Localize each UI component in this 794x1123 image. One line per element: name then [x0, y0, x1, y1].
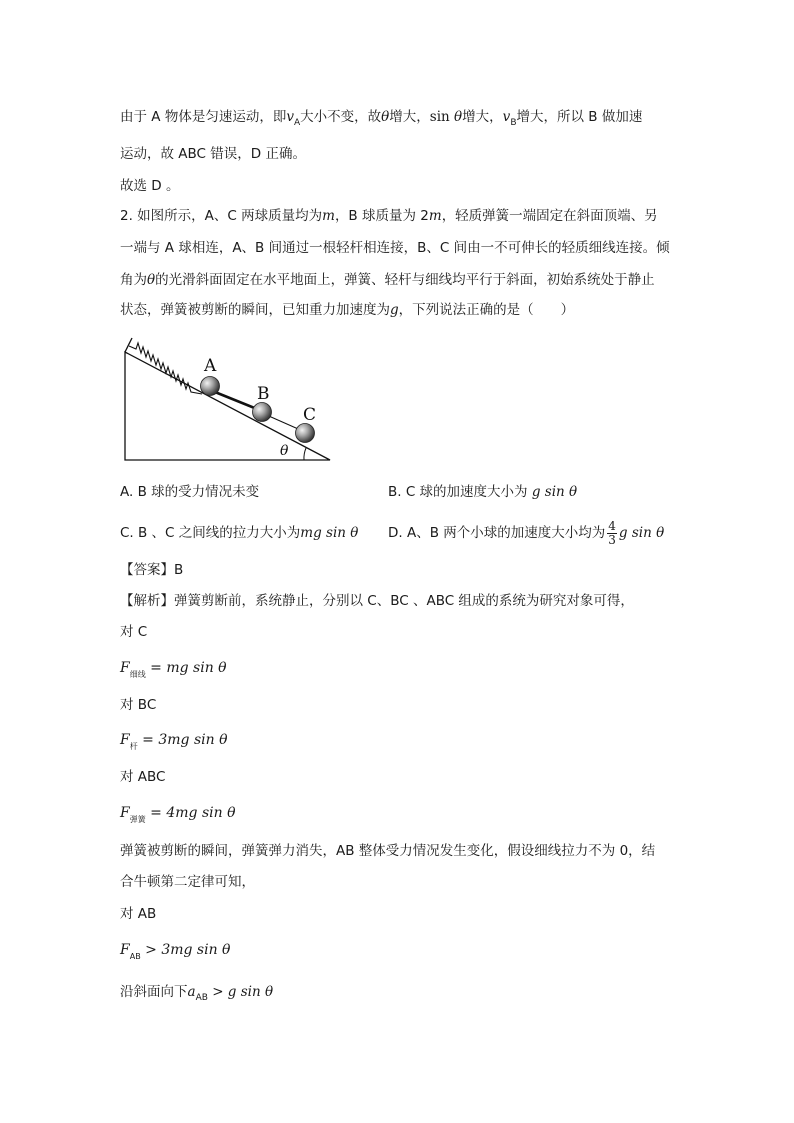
- option-d: [388, 516, 664, 550]
- text: 角为: [120, 272, 147, 288]
- force-symbol: F: [120, 732, 130, 748]
- option-text: B. C 球的加速度大小为: [388, 484, 528, 500]
- equation: [120, 730, 228, 757]
- equation: [120, 940, 230, 967]
- mass-symbol: m: [322, 208, 335, 224]
- incline-figure: [118, 328, 338, 466]
- option-c: [120, 523, 358, 543]
- question-line: [120, 300, 574, 320]
- force-symbol: F: [120, 942, 130, 958]
- section-title: 对 BC: [120, 697, 157, 713]
- mass-symbol: m: [428, 208, 442, 224]
- text-line: 运动，故 ABC 错误，D 正确。: [120, 146, 306, 162]
- subscript: AB: [129, 952, 141, 961]
- subscript: A: [293, 118, 301, 128]
- numerator: 4: [608, 518, 616, 533]
- text: 沿斜面向下: [120, 984, 188, 1000]
- ball-c: [296, 424, 315, 443]
- option-text: D. A、B 两个小球的加速度大小均为: [388, 525, 606, 541]
- theta-symbol: θ: [381, 109, 390, 125]
- angle-label: θ: [280, 443, 289, 459]
- analysis-line: 弹簧被剪断的瞬间，弹簧弹力消失，AB 整体受力情况发生变化，假设细线拉力不为 0，结: [120, 843, 656, 859]
- text: 增大，所以 B 做加速: [516, 109, 643, 125]
- wall-line: [125, 338, 132, 352]
- equation-rhs: = 3mg sin θ: [142, 732, 228, 748]
- text: ，下列说法正确的是（ ）: [398, 302, 575, 318]
- text: 增大，: [389, 109, 430, 125]
- ball-a: [201, 377, 220, 396]
- section-title: 对 ABC: [120, 769, 166, 785]
- velocity-symbol: v: [286, 109, 294, 125]
- option-expr: mg sin θ: [300, 525, 359, 541]
- force-symbol: F: [120, 660, 130, 676]
- subscript: 弹簧: [129, 815, 146, 824]
- denominator: 3: [608, 532, 616, 547]
- analysis-line: 合牛顿第二定律可知，: [120, 874, 255, 890]
- option-text: C. B 、C 之间线的拉力大小为: [120, 525, 301, 541]
- analysis-text: 弹簧剪断前，系统静止，分别以 C、BC 、ABC 组成的系统为研究对象可得，: [174, 593, 634, 609]
- label-c: C: [303, 405, 317, 425]
- option-expr: g sin θ: [618, 525, 665, 541]
- incline-triangle: [125, 352, 330, 460]
- text: ，B 球质量为 2: [334, 208, 429, 224]
- text: 状态，弹簧被剪断的瞬间，已知重力加速度为: [120, 302, 390, 318]
- equation: [120, 658, 227, 685]
- subscript: 杆: [129, 742, 138, 751]
- subscript: 细线: [129, 670, 146, 679]
- equation-rhs: > g sin θ: [212, 984, 274, 1000]
- fraction: [607, 520, 617, 547]
- force-symbol: F: [120, 805, 130, 821]
- section-title: 对 AB: [120, 906, 157, 922]
- option-b: [388, 482, 577, 502]
- analysis-line: [120, 982, 273, 1008]
- label-a: A: [204, 356, 217, 376]
- analysis-line: [120, 591, 634, 611]
- angle-arc: [304, 448, 306, 460]
- text-line: [120, 107, 642, 133]
- theta-symbol: θ: [454, 109, 463, 125]
- velocity-symbol: v: [502, 109, 511, 125]
- text: 增大，: [462, 109, 503, 125]
- theta-symbol: θ: [147, 272, 156, 288]
- answer-line: [120, 560, 183, 580]
- ball-b: [253, 403, 272, 422]
- section-title: 对 C: [120, 624, 148, 640]
- text: 的光滑斜面固定在水平地面上，弹簧、轻杆与细线均平行于斜面，初始系统处于静止: [155, 272, 655, 288]
- option-expr: g sin θ: [531, 484, 578, 500]
- equation: [120, 803, 236, 830]
- sin-symbol: sin: [429, 109, 450, 125]
- subscript: B: [510, 118, 517, 128]
- gravity-symbol: g: [390, 302, 399, 318]
- option-a: A. B 球的受力情况未变: [120, 484, 260, 500]
- text: 由于 A 物体是匀速运动，即: [120, 109, 287, 125]
- question-line: [120, 206, 658, 226]
- equation-rhs: = mg sin θ: [150, 660, 227, 676]
- text: ，轻质弹簧一端固定在斜面顶端、另: [441, 208, 658, 224]
- subscript: AB: [195, 993, 208, 1003]
- answer-value: B: [174, 562, 184, 578]
- choose-line: 故选 D 。: [120, 178, 180, 194]
- equation-rhs: > 3mg sin θ: [145, 942, 231, 958]
- label-b: B: [257, 384, 270, 404]
- answer-label: 【答案】: [120, 562, 174, 578]
- text: 大小不变，故: [300, 109, 382, 125]
- question-line: 一端与 A 球相连，A、B 间通过一根轻杆相连接，B、C 间由一不可伸长的轻质细线连接。倾: [120, 240, 670, 256]
- question-line: [120, 270, 655, 290]
- accel-symbol: a: [187, 984, 196, 1000]
- analysis-label: 【解析】: [120, 593, 174, 609]
- text: 2. 如图所示，A、C 两球质量均为: [120, 208, 323, 224]
- equation-rhs: = 4mg sin θ: [150, 805, 236, 821]
